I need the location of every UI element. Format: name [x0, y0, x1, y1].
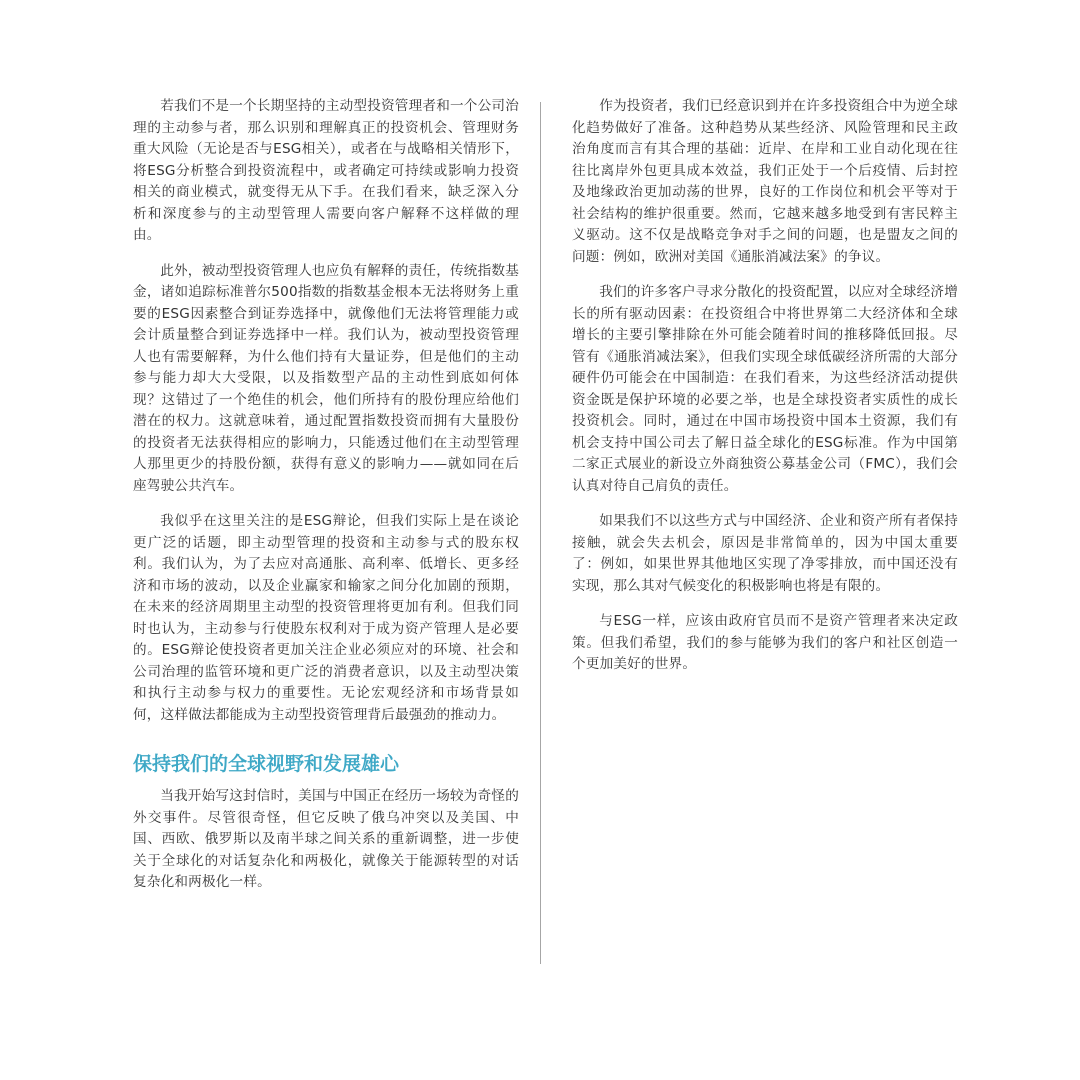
body-paragraph: 作为投资者，我们已经意识到并在许多投资组合中为逆全球化趋势做好了准备。这种趋势从某些经济、风险管理和民主政治角度而言有其合理的基础：近岸、在岸和工业自动化现在往往比离岸外包更具成本效益，我们正处于一个后疫情、后封控及地缘政治更加动荡的世界，良好的工作岗位和机会平等对于社会结构的维护很重要。然而，它越来越多地受到有害民粹主义驱动。这不仅是战略竞争对手之间的问题，也是盟友之间的问题：例如，欧洲对美国《通胀消减法案》的争议。 [572, 98, 958, 265]
body-paragraph: 如果我们不以这些方式与中国经济、企业和资产所有者保持接触，就会失去机会，原因是非常简单的，因为中国太重要了：例如，如果世界其他地区实现了净零排放，而中国还没有实现，那么其对气候变化的积极影响也将是有限的。 [572, 513, 958, 594]
body-paragraph: 我似乎在这里关注的是ESG辩论，但我们实际上是在谈论更广泛的话题，即主动型管理的投资和主动参与式的股东权利。我们认为，为了去应对高通胀、高利率、低增长、更多经济和市场的波动，以及企业赢家和输家之间分化加剧的预期，在未来的经济周期里主动型的投资管理将更加有利。但我们同时也认为，主动参与行使股东权利对于成为资产管理人是必要的。ESG辩论使投资者更加关注企业必须应对的环境、社会和公司治理的监管环境和更广泛的消费者意识，以及主动型决策和执行主动参与权力的重要性。无论宏观经济和市场背景如何，这样做法都能成为主动型投资管理背后最强劲的推动力。 [133, 513, 519, 723]
body-paragraph: 我们的许多客户寻求分散化的投资配置，以应对全球经济增长的所有驱动因素：在投资组合中将世界第二大经济体和全球增长的主要引擎排除在外可能会随着时间的推移降低回报。尽管有《通胀消减法案》，但我们实现全球低碳经济所需的大部分硬件仍可能会在中国制造：在我们看来，为这些经济活动提供资金既是保护环境的必要之举，也是全球投资者实质性的成长投资机会。同时，通过在中国市场投资中国本土资源，我们有机会支持中国公司去了解日益全球化的ESG标准。作为中国第二家正式展业的新设立外商独资公募基金公司（FMC），我们会认真对待自己肩负的责任。 [572, 284, 958, 494]
column-divider [540, 102, 541, 964]
right-column [572, 96, 958, 690]
left-column [133, 96, 519, 908]
body-paragraph: 当我开始写这封信时，美国与中国正在经历一场较为奇怪的外交事件。尽管很奇怪，但它反映了俄乌冲突以及美国、中国、西欧、俄罗斯以及南半球之间关系的重新调整，进一步使关于全球化的对话复杂化和两极化，就像关于能源转型的对话复杂化和两极化一样。 [133, 788, 519, 890]
body-paragraph: 若我们不是一个长期坚持的主动型投资管理者和一个公司治理的主动参与者，那么识别和理解真正的投资机会、管理财务重大风险（无论是否与ESG相关），或者在与战略相关情形下，将ESG分析整合到投资流程中，或者确定可持续或影响力投资相关的商业模式，就变得无从下手。在我们看来，缺乏深入分析和深度参与的主动型管理人需要向客户解释不这样做的理由。 [133, 98, 519, 243]
body-paragraph: 此外，被动型投资管理人也应负有解释的责任，传统指数基金，诸如追踪标准普尔500指数的指数基金根本无法将财务上重要的ESG因素整合到证券选择中，就像他们无法将管理能力或会计质量整合到证券选择中一样。我们认为，被动型投资管理人也有需要解释，为什么他们持有大量证券，但是他们的主动参与能力却大大受限，以及指数型产品的主动性到底如何体现？这错过了一个绝佳的机会，他们所持有的股份理应给他们潜在的权力。这就意味着，通过配置指数投资而拥有大量股份的投资者无法获得相应的影响力，只能透过他们在主动型管理人那里更少的持股份额，获得有意义的影响力——就如同在后座驾驶公共汽车。 [133, 262, 519, 494]
section-heading: 保持我们的全球视野和发展雄心 [133, 753, 400, 775]
body-paragraph: 与ESG一样，应该由政府官员而不是资产管理者来决定政策。但我们希望，我们的参与能够为我们的客户和社区创造一个更加美好的世界。 [572, 613, 958, 672]
